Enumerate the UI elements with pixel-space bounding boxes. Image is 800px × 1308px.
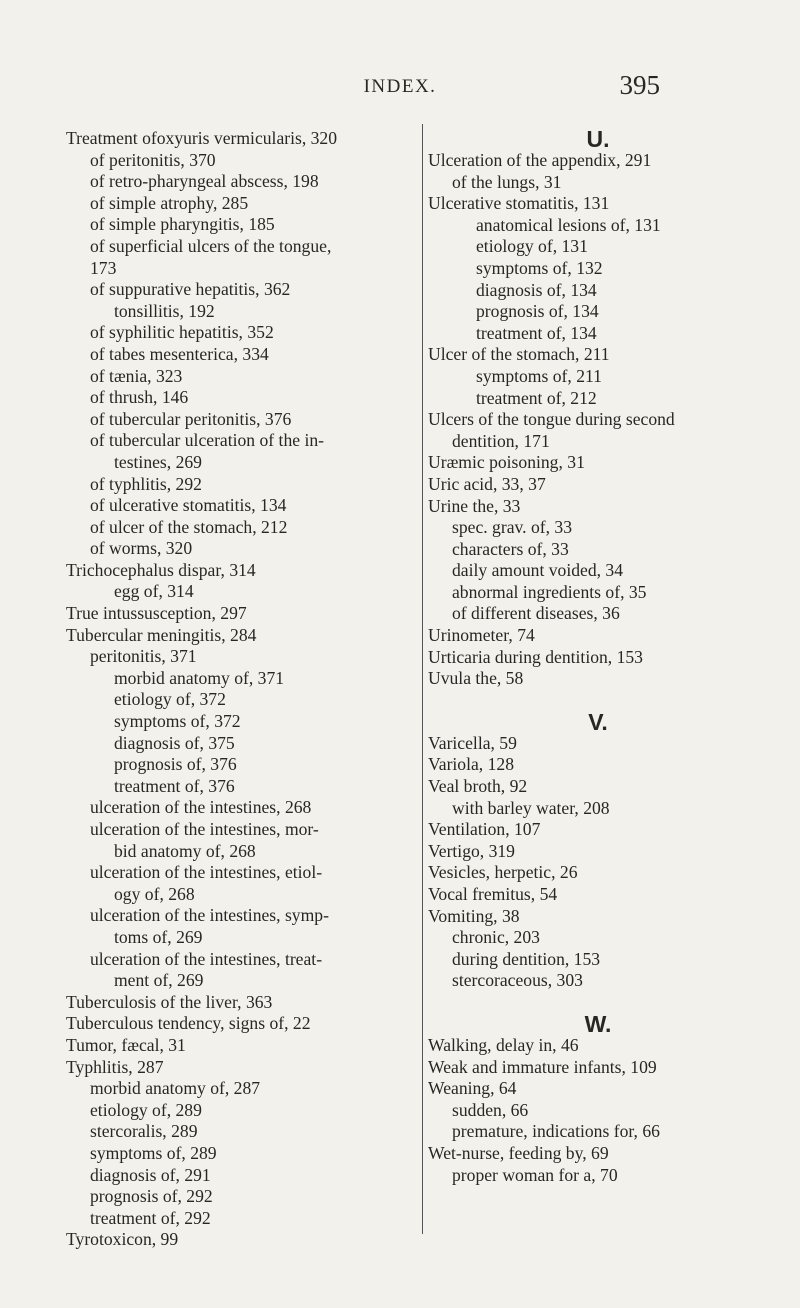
index-subentry: of tubercular ulceration of the in- xyxy=(90,430,324,451)
page-header xyxy=(0,70,800,104)
index-entry: Urine the, 33 xyxy=(428,495,521,516)
index-subentry: treatment of, 376 xyxy=(114,775,235,796)
index-subentry: of different diseases, 36 xyxy=(452,603,620,624)
index-subentry: toms of, 269 xyxy=(114,926,203,947)
index-entry: Tumor, fæcal, 31 xyxy=(66,1034,186,1055)
index-subentry: diagnosis of, 375 xyxy=(114,732,235,753)
page-number: 395 xyxy=(619,70,660,100)
index-entry: Ventilation, 107 xyxy=(428,819,541,840)
index-subentry: proper woman for a, 70 xyxy=(452,1164,618,1185)
index-entry: Vomiting, 38 xyxy=(428,905,520,926)
index-subentry: morbid anatomy of, 371 xyxy=(114,667,285,688)
index-entry: Vertigo, 319 xyxy=(428,840,515,861)
index-subentry: etiology of, 372 xyxy=(114,689,226,710)
index-entry: Varicella, 59 xyxy=(428,732,517,753)
index-subentry: treatment of, 292 xyxy=(90,1207,211,1228)
index-subentry: symptoms of, 132 xyxy=(476,257,603,278)
index-subentry: etiology of, 289 xyxy=(90,1099,202,1120)
index-subentry: during dentition, 153 xyxy=(452,948,601,969)
index-subentry: of simple pharyngitis, 185 xyxy=(90,214,275,235)
index-subentry: testines, 269 xyxy=(114,451,202,472)
index-subentry: of superficial ulcers of the tongue, xyxy=(90,235,332,256)
section-letter: U. xyxy=(586,126,610,152)
index-subentry: of peritonitis, 370 xyxy=(90,149,216,170)
index-entry: Wet-nurse, feeding by, 69 xyxy=(428,1142,609,1163)
index-subentry: of the lungs, 31 xyxy=(452,171,562,192)
index-subentry: symptoms of, 211 xyxy=(476,365,602,386)
index-entry: Tuberculous tendency, signs of, 22 xyxy=(66,1013,311,1034)
index-subentry: premature, indications for, 66 xyxy=(452,1121,660,1142)
index-subentry: stercoraceous, 303 xyxy=(452,970,583,991)
index-entry: Tyrotoxicon, 99 xyxy=(66,1229,179,1250)
index-subentry: ulceration of the intestines, 268 xyxy=(90,797,312,818)
index-entry: Uræmic poisoning, 31 xyxy=(428,452,585,473)
index-subentry: of ulcerative stomatitis, 134 xyxy=(90,495,287,516)
section-letter: W. xyxy=(584,1010,612,1037)
index-subentry: abnormal ingredients of, 35 xyxy=(452,581,647,602)
index-subentry: with barley water, 208 xyxy=(452,797,610,818)
index-subentry: of tubercular peritonitis, 376 xyxy=(90,408,292,429)
index-subentry: diagnosis of, 291 xyxy=(90,1164,211,1185)
section-gap xyxy=(428,992,768,1013)
index-subentry: ulceration of the intestines, symp- xyxy=(90,905,329,926)
index-entry: True intussusception, 297 xyxy=(66,603,247,624)
index-subentry: characters of, 33 xyxy=(452,538,569,559)
index-entry: Weaning, 64 xyxy=(428,1078,517,1099)
index-subentry: ulceration of the intestines, etiol- xyxy=(90,862,323,883)
index-subentry: treatment of, 134 xyxy=(476,322,597,343)
index-entry: Urticaria during dentition, 153 xyxy=(428,646,643,667)
index-subentry: of syphilitic hepatitis, 352 xyxy=(90,322,274,343)
index-entry: Ulcerative stomatitis, 131 xyxy=(428,193,610,214)
index-subentry: prognosis of, 376 xyxy=(114,754,237,775)
index-subentry: treatment of, 212 xyxy=(476,387,597,408)
index-subentry: of suppurative hepatitis, 362 xyxy=(90,279,291,300)
index-subentry: of worms, 320 xyxy=(90,538,193,559)
index-entry: Vocal fremitus, 54 xyxy=(428,884,558,904)
index-subentry: spec. grav. of, 33 xyxy=(452,517,573,538)
column-divider xyxy=(422,124,423,1234)
index-entry: Uvula the, 58 xyxy=(428,668,524,689)
index-subentry: tonsillitis, 192 xyxy=(114,300,215,321)
index-subentry: of ulcer of the stomach, 212 xyxy=(90,516,288,537)
index-entry: Ulcer of the stomach, 211 xyxy=(428,344,610,365)
index-entry: Ulceration of the appendix, 291 xyxy=(428,150,652,170)
index-subentry: diagnosis of, 134 xyxy=(476,279,597,300)
index-subentry: stercoralis, 289 xyxy=(90,1121,198,1142)
index-subentry: etiology of, 131 xyxy=(476,236,588,257)
index-subentry: prognosis of, 292 xyxy=(90,1186,213,1207)
index-subentry: daily amount voided, 34 xyxy=(452,560,624,581)
index-column-right xyxy=(428,128,768,1186)
index-entry: Uric acid, 33, 37 xyxy=(428,473,546,494)
index-column-left xyxy=(66,128,416,1251)
index-entry: Urinometer, 74 xyxy=(428,625,535,646)
index-entry: Vesicles, herpetic, 26 xyxy=(428,862,578,883)
index-subentry: ulceration of the intestines, mor- xyxy=(90,819,319,839)
index-subentry: prognosis of, 134 xyxy=(476,301,599,322)
index-entry: Typhlitis, 287 xyxy=(66,1056,164,1077)
index-subentry: ulceration of the intestines, treat- xyxy=(90,948,323,969)
index-entry: Weak and immature infants, 109 xyxy=(428,1056,657,1077)
index-subentry: sudden, 66 xyxy=(452,1099,529,1120)
index-subentry: chronic, 203 xyxy=(452,927,540,948)
section-letter: V. xyxy=(588,708,608,735)
index-entry: Walking, delay in, 46 xyxy=(428,1034,579,1055)
index-subentry: of thrush, 146 xyxy=(90,387,189,408)
index-subentry: peritonitis, 371 xyxy=(90,646,197,667)
index-entry: Variola, 128 xyxy=(428,754,514,775)
index-subentry: of retro-pharyngeal abscess, 198 xyxy=(90,171,319,192)
index-subentry: egg of, 314 xyxy=(114,581,194,602)
running-title: INDEX. xyxy=(363,76,437,97)
index-subentry: dentition, 171 xyxy=(452,430,550,451)
index-subentry: of tænia, 323 xyxy=(90,365,183,386)
index-subentry: ogy of, 268 xyxy=(114,883,195,904)
index-entry: Trichocephalus dispar, 314 xyxy=(66,559,256,580)
index-subentry: bid anatomy of, 268 xyxy=(114,840,256,861)
index-subentry: symptoms of, 372 xyxy=(114,711,241,732)
index-subentry: symptoms of, 289 xyxy=(90,1142,217,1163)
index-subentry: morbid anatomy of, 287 xyxy=(90,1078,261,1099)
index-entry: Veal broth, 92 xyxy=(428,776,528,797)
index-subentry: of typhlitis, 292 xyxy=(90,473,202,494)
index-entry: Tuberculosis of the liver, 363 xyxy=(66,991,273,1012)
index-subentry: anatomical lesions of, 131 xyxy=(476,214,661,235)
index-subentry: of simple atrophy, 285 xyxy=(90,192,249,213)
section-gap xyxy=(428,690,768,711)
index-subentry: 173 xyxy=(90,257,117,278)
index-entry: Tubercular meningitis, 284 xyxy=(66,624,257,645)
index-subentry: ment of, 269 xyxy=(114,970,204,991)
index-subentry: of tabes mesenterica, 334 xyxy=(90,343,269,364)
index-entry: Treatment ofoxyuris vermicularis, 320 xyxy=(66,128,338,148)
index-entry: Ulcers of the tongue during second xyxy=(428,409,675,430)
